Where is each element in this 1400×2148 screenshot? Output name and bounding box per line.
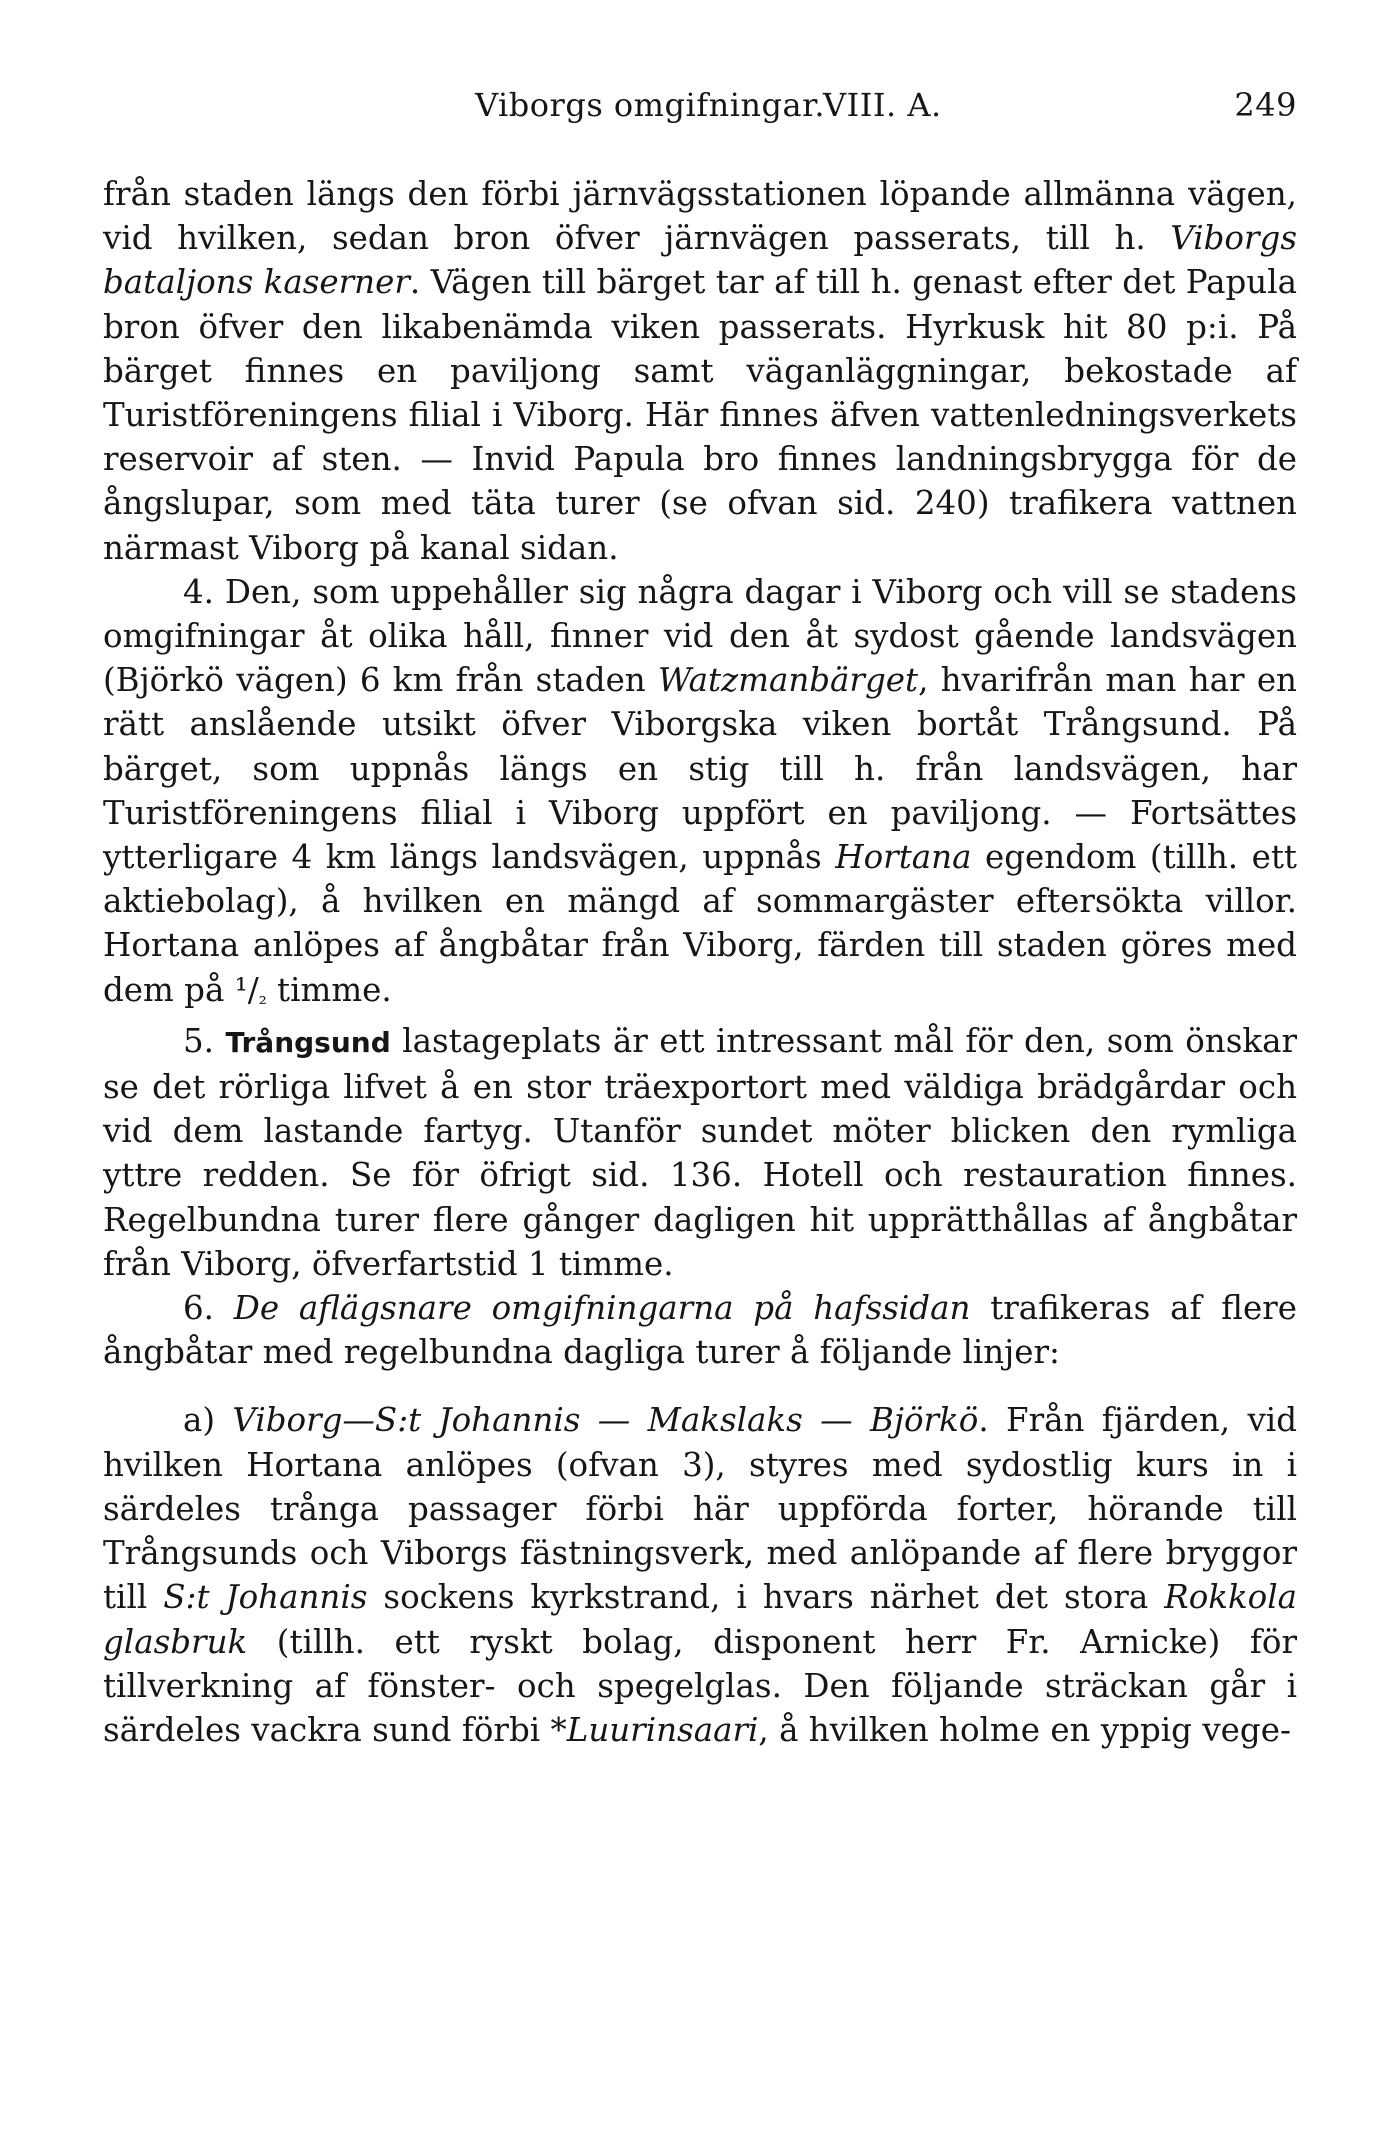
italic-run: De aflägsnare omgifningarna på hafssidan <box>233 1289 971 1328</box>
text-run: , hvarifrån man har en rätt anslående utsikt öfver Viborgska viken bortåt Trångsund. På bärget, som uppnås längs en stig till h. från landsvägen, har Turistföreningens filial i Viborg uppfört en paviljong. — Fortsättes ytterligare 4 km längs landsvägen, uppnås <box>103 661 1297 877</box>
text-run: lastageplats är ett intressant mål för den, som önskar se det rörliga lifvet å en stor träexportort med väldiga brädgårdar och vid dem lastande fartyg. Utanför sundet möter blicken den rymliga yttre redden. Se för öfrigt sid. 136. Hotell och restauration finnes. Regelbundna turer flere gånger dagligen hit upprätthållas af ångbåtar från Viborg, öfverfartstid 1 timme. <box>103 1021 1298 1283</box>
section-marker: VIII. A. <box>823 86 942 124</box>
paragraph <box>103 1286 1297 1374</box>
text-run: (tillh. ett ryskt bolag, disponent herr Fr. Arnicke) för tillverkning af fönster- och spegelglas. Den följande sträckan går i särdeles vackra sund förbi * <box>103 1622 1297 1749</box>
paragraph <box>103 570 1297 1019</box>
text-run: från staden längs den förbi järnvägsstationen löpande allmänna vägen, vid hvilken, sedan bron öfver järnvägen passerats, till h. <box>103 175 1297 258</box>
italic-run: Luurinsaari <box>566 1710 759 1749</box>
italic-run: Watzmanbärget <box>657 661 919 700</box>
text-run: egendom (tillh. ett aktiebolag), å hvilken en mängd af sommargäster eftersökta villor. Hortana anlöpes af ångbåtar från Viborg, färden till staden göres med dem på <box>103 838 1297 1009</box>
page-body <box>103 172 1297 1752</box>
running-title: Viborgs omgifningar. <box>475 86 826 124</box>
text-run: ¹/ <box>234 970 259 1009</box>
text-run: a) <box>183 1401 233 1440</box>
page-header <box>103 78 1297 128</box>
text-run: timme. <box>266 970 392 1009</box>
italic-run: S:t Johannis <box>163 1578 368 1617</box>
italic-run: Hortana <box>835 838 972 877</box>
text-run: . Från fjärden, vid hvilken Hortana anlöpes (ofvan 3), styres med sydostlig kurs in i särdeles trånga passager förbi här uppförda forter, hörande till Trångsunds och Viborgs fästningsverk, med anlöpande af flere bryggor till <box>103 1401 1298 1617</box>
text-run: . Vägen till bärget tar af till h. genast efter det Papula bron öfver den likabenämda viken passerats. Hyrkusk hit 80 p:i. På bärget finnes en paviljong samt väganläggningar, bekostade af Turistföreningens filial i Viborg. Här finnes äfven vattenledningsverkets reservoir af sten. — Invid Papula bro finnes landningsbrygga för de ångslupar, som med täta turer (se ofvan sid. 240) trafikera vattnen närmast Viborg på kanal sidan. <box>103 263 1297 567</box>
bold-run: Trångsund <box>225 1025 391 1059</box>
italic-run: Rokkola glasbruk <box>103 1578 1297 1661</box>
paragraph <box>103 1398 1297 1752</box>
text-run: sockens kyrkstrand, i hvars närhet det stora <box>367 1578 1165 1617</box>
text-run: , å hvilken holme en yppig vege- <box>758 1710 1291 1749</box>
italic-run: Viborg—S:t Johannis — Makslaks — Björkö <box>232 1401 979 1440</box>
italic-run: Viborgs bataljons kaserner <box>103 219 1297 302</box>
text-run: 4. Den, som uppehåller sig några dagar i Viborg och vill se stadens omgifningar åt olika håll, finner vid den åt sydost gående landsvägen (Björkö vägen) 6 km från staden <box>103 572 1297 700</box>
text-run: trafikeras af flere ångbåtar med regelbundna dagliga turer å följande linjer: <box>103 1289 1297 1372</box>
text-run: 5. <box>183 1021 226 1060</box>
page-number: 249 <box>1234 86 1297 124</box>
paragraph <box>103 1019 1297 1286</box>
text-run: ₂ <box>258 984 267 1009</box>
paragraph <box>103 172 1297 570</box>
text-run: 6. <box>183 1289 234 1328</box>
